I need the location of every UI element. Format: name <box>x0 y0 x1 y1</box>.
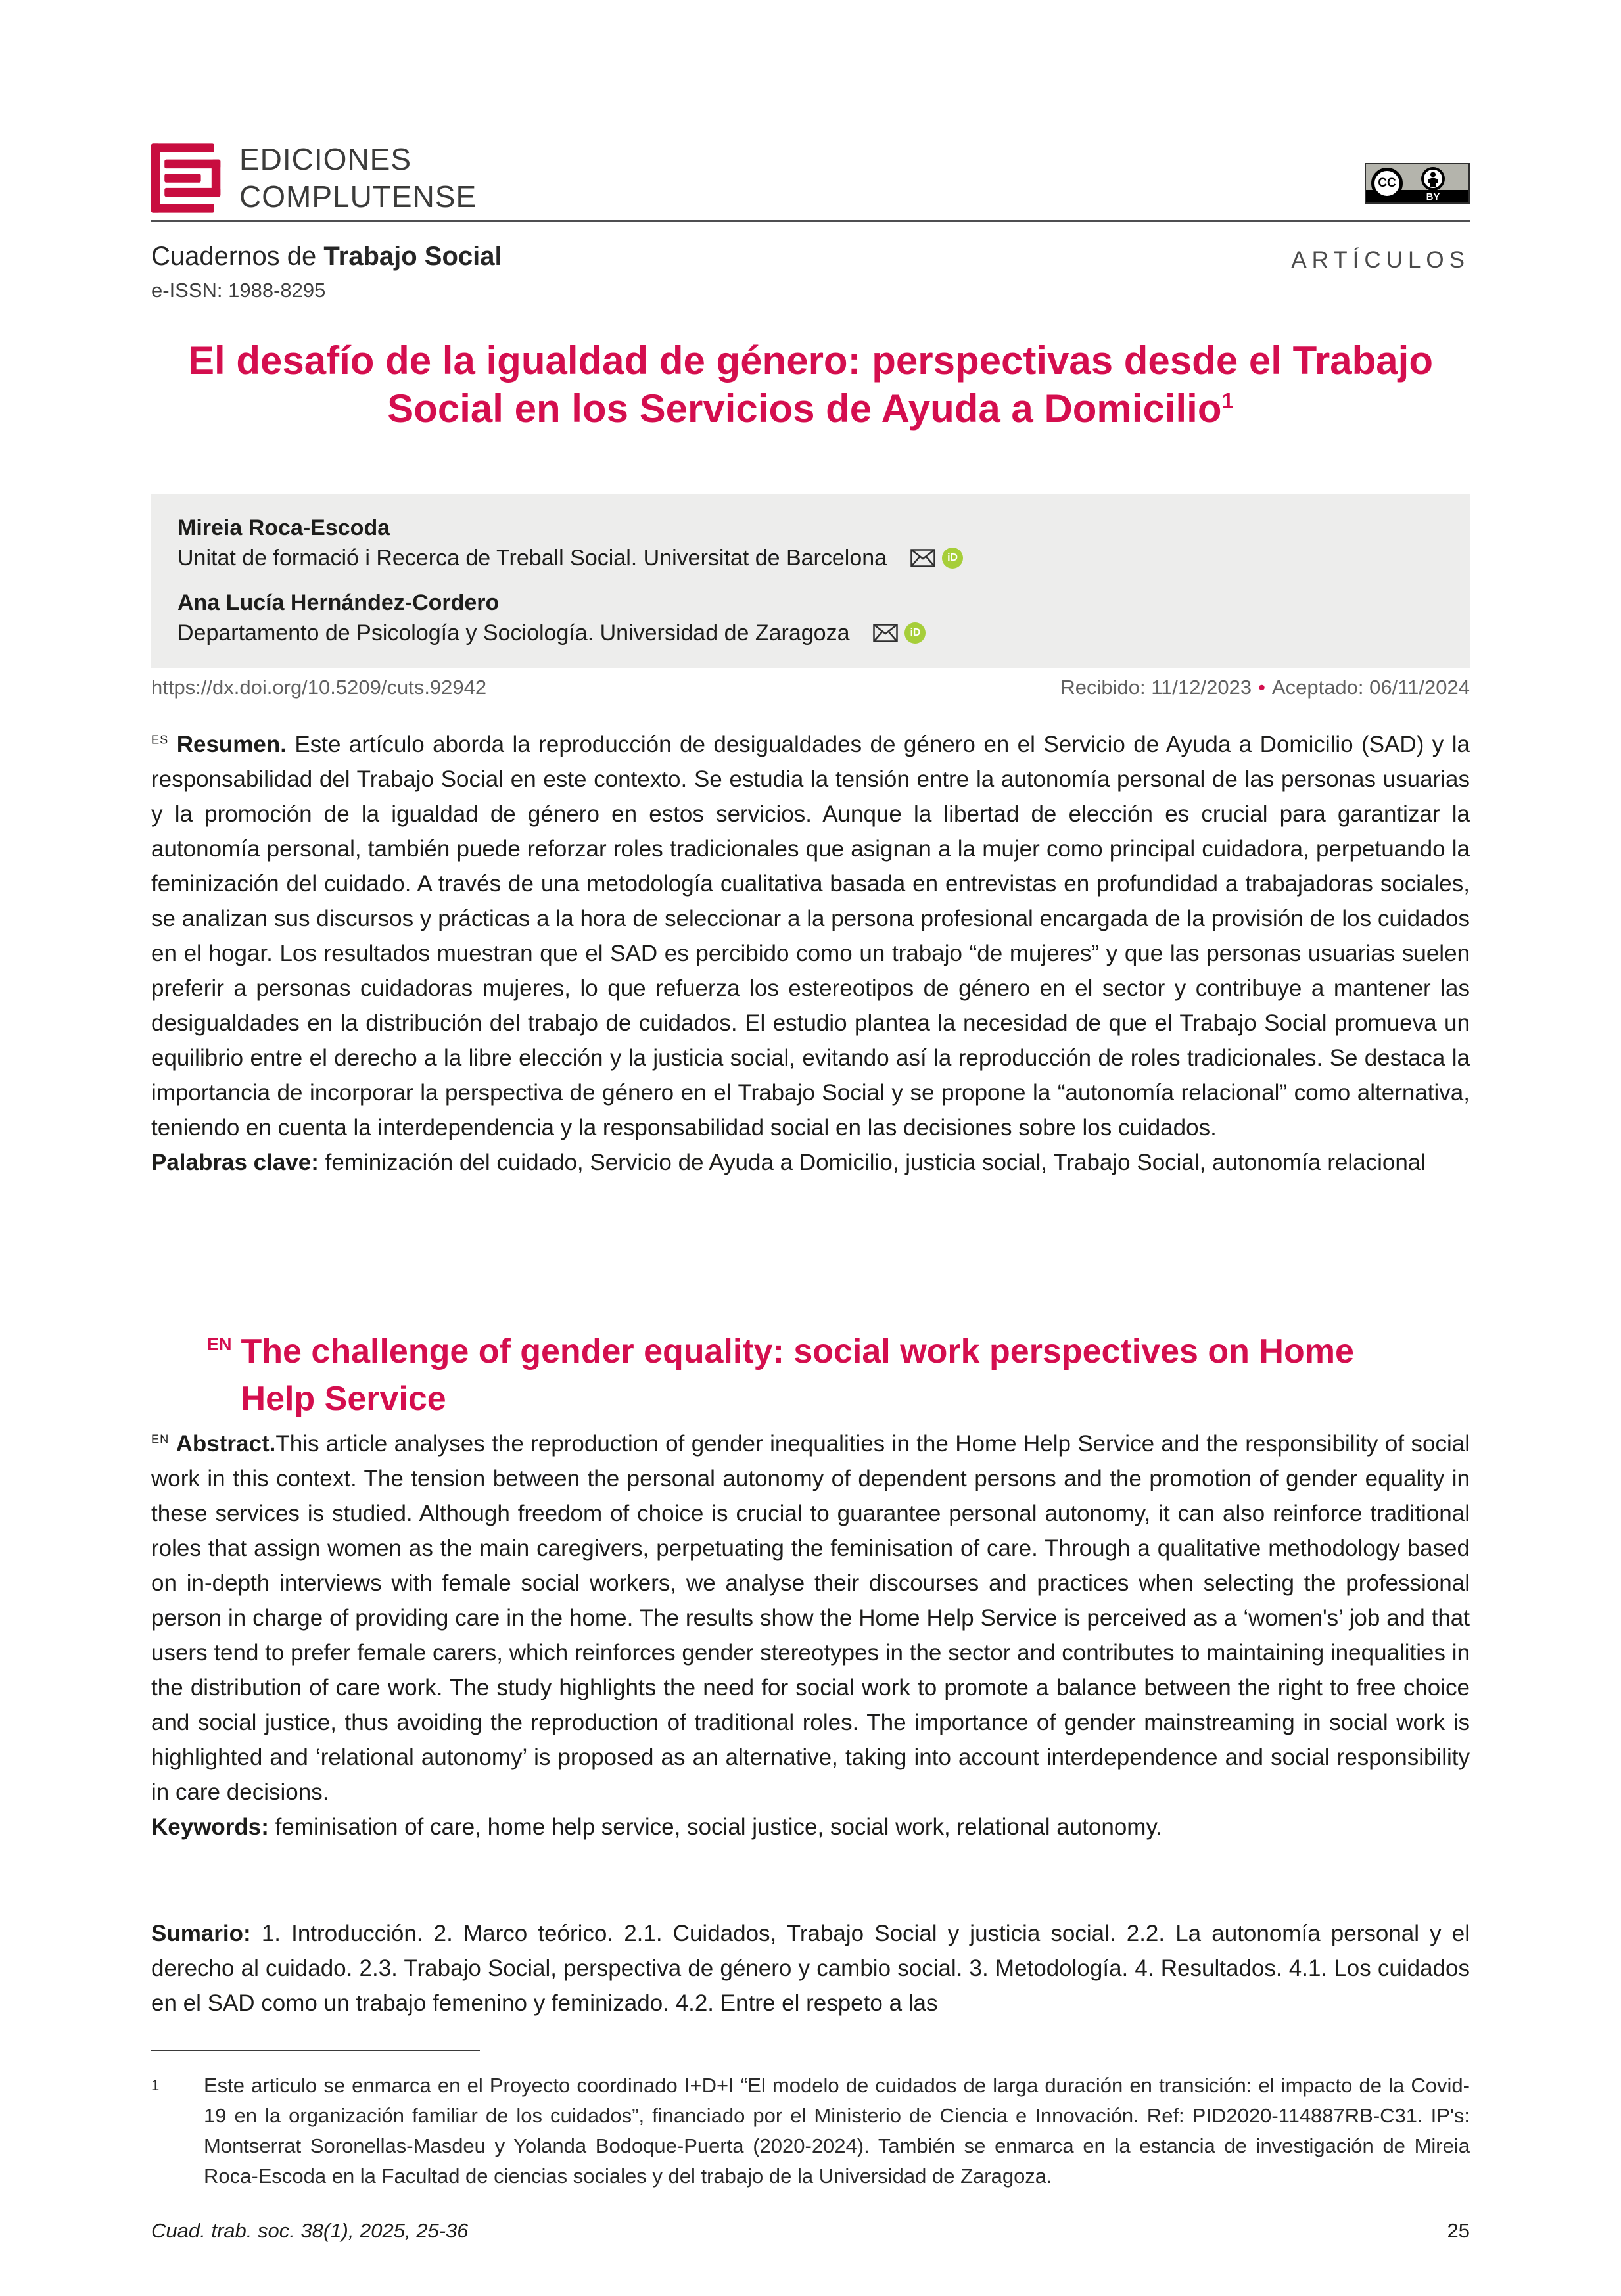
lang-tag-en: EN <box>151 1432 170 1446</box>
lang-tag-es: ES <box>151 733 169 747</box>
journal-issn: e-ISSN: 1988-8295 <box>151 279 326 302</box>
cc-person-icon <box>1421 167 1445 191</box>
author-affiliation: Departamento de Psicología y Sociología. Universidad de Zaragoza <box>177 621 850 645</box>
article-title-text: El desafío de la igualdad de género: perspectivas desde el Trabajo Social en los Servicios de Ayuda a Domicilio <box>188 339 1433 431</box>
footnote-divider <box>151 2050 480 2051</box>
accepted-date: Aceptado: 06/11/2024 <box>1271 676 1470 699</box>
footnote-text: Este articulo se enmarca en el Proyecto coordinado I+D+I “El modelo de cuidados de larga duración en transición: el impacto de la Covid-19 en la organización familiar de los cuidados”, financiado por el Ministerio de Ciencia e Innovación. Ref: PID2020-114887RB-C31. IP's: Montserrat Soronellas-Masdeu y Yolanda Bodoque-Puerta (2020-2024). También se enmarca en la estancia de investigación de Mireia Roca-Escoda en la Facultad de ciencias sociales y del trabajo de la Universidad de Zaragoza. <box>204 2074 1470 2188</box>
orcid-icon[interactable]: iD <box>942 548 963 569</box>
author-entry <box>177 588 1444 648</box>
cc-by-label: BY <box>1426 191 1440 202</box>
lang-tag-en-title: EN <box>207 1334 232 1354</box>
summary-label: Sumario: <box>151 1921 251 1946</box>
section-label: ARTÍCULOS <box>1291 247 1470 273</box>
footer-citation: Cuad. trab. soc. 38(1), 2025, 25-36 <box>151 2219 469 2242</box>
article-title-en: The challenge of gender equality: social work perspectives on Home Help Service <box>241 1332 1354 1418</box>
cc-icon <box>1371 168 1403 199</box>
keywords-es-label: Palabras clave: <box>151 1150 319 1175</box>
title-footnote-ref[interactable]: 1 <box>1221 388 1234 413</box>
abstract-en-label: Abstract. <box>176 1431 276 1457</box>
journal-row <box>151 241 1470 304</box>
keywords-en-label: Keywords: <box>151 1814 269 1840</box>
keywords-en-text: feminisation of care, home help service, social justice, social work, relational autonomy. <box>275 1814 1163 1840</box>
article-title-en-row <box>207 1328 1424 1422</box>
abstract-en-text: This article analyses the reproduction of gender inequalities in the Home Help Service and the responsibility of social work in this context. The tension between the personal autonomy of dependent persons and the promotion of gender equality in these services is studied. Although freedom of choice is crucial to guarantee personal autonomy, it can also reinforce traditional roles that assign women as the main caregivers, perpetuating the feminisation of care. Through a qualitative methodology based on in-depth interviews with female social workers, we analyse their discourses and practices when selecting the professional person in charge of providing care in the home. The results show the Home Help Service is perceived as a ‘women's’ job and that users tend to prefer female carers, which reinforces gender stereotypes in the sector and contributes to maintaining inequalities in the distribution of care work. The study highlights the need for social work to promote a balance between the right to free choice and social justice, thus avoiding the reproduction of traditional roles. The importance of gender mainstreaming in social work is highlighted and ‘relational autonomy’ is proposed as an alternative, taking into account interdependence and social responsibility in care decisions. <box>151 1431 1470 1805</box>
author-affiliation: Unitat de formació i Recerca de Treball Social. Universitat de Barcelona <box>177 546 887 571</box>
author-name: Mireia Roca-Escoda <box>177 515 390 540</box>
keywords-es-text: feminización del cuidado, Servicio de Ayuda a Domicilio, justicia social, Trabajo Social, autonomía relacional <box>325 1150 1426 1175</box>
summary-block <box>151 1916 1470 2021</box>
doi-link[interactable]: https://dx.doi.org/10.5209/cuts.92942 <box>151 676 487 699</box>
footnote <box>151 2071 1470 2191</box>
orcid-icon[interactable]: iD <box>904 622 926 644</box>
publisher-line1: EDICIONES <box>239 142 412 176</box>
doi-row <box>151 676 1470 699</box>
journal-name: Trabajo Social <box>323 242 502 271</box>
abstract-es <box>151 727 1470 1145</box>
summary <box>151 1916 1470 2021</box>
dates <box>1060 676 1470 699</box>
abstract-en <box>151 1426 1470 1810</box>
journal-title <box>151 241 502 272</box>
journal-prefix: Cuadernos de <box>151 242 324 271</box>
abstract-es-block <box>151 727 1470 1180</box>
cc-label: CC <box>1378 176 1396 190</box>
article-title-es <box>151 337 1470 433</box>
publisher-header <box>151 139 477 217</box>
author-name: Ana Lucía Hernández-Cordero <box>177 590 500 615</box>
publisher-name <box>239 139 477 216</box>
page-number: 25 <box>1447 2219 1470 2242</box>
publisher-line2: COMPLUTENSE <box>239 179 477 214</box>
keywords-en <box>151 1810 1470 1844</box>
cc-by-license-badge[interactable] <box>1365 163 1470 204</box>
authors-box <box>151 494 1470 668</box>
ediciones-complutense-logo-icon <box>151 139 222 217</box>
author-entry <box>177 513 1444 573</box>
footnote-ref: 1 <box>151 2077 160 2094</box>
dates-separator-dot: • <box>1258 676 1265 699</box>
envelope-icon[interactable] <box>910 549 935 567</box>
received-date: Recibido: 11/12/2023 <box>1060 676 1252 699</box>
summary-text: 1. Introducción. 2. Marco teórico. 2.1. Cuidados, Trabajo Social y justicia social. 2.2. La autonomía personal y el derecho al cuidado. 2.3. Trabajo Social, perspectiva de género y cambio social. 3. Metodología. 4. Resultados. 4.1. Los cuidados en el SAD como un trabajo femenino y feminizado. 4.2. Entre el respeto a las <box>151 1921 1470 2016</box>
envelope-icon[interactable] <box>873 624 898 642</box>
abstract-en-block <box>151 1426 1470 1844</box>
keywords-es <box>151 1145 1470 1180</box>
abstract-es-text: Este artículo aborda la reproducción de desigualdades de género en el Servicio de Ayuda a Domicilio (SAD) y la responsabilidad del Trabajo Social en este contexto. Se estudia la tensión entre la autonomía personal de las personas usuarias y la promoción de la igualdad de género en estos servicios. Aunque la libertad de elección es crucial para garantizar la autonomía personal, también puede reforzar roles tradicionales que asignan a la mujer como principal cuidadora, perpetuando la feminización del cuidado. A través de una metodología cualitativa basada en entrevistas en profundidad a trabajadoras sociales, se analizan sus discursos y prácticas a la hora de seleccionar a la persona profesional encargada de la provisión de los cuidados en el hogar. Los resultados muestran que el SAD es percibido como un trabajo “de mujeres” y que las personas usuarias suelen preferir a personas cuidadoras mujeres, lo que refuerza los estereotipos de género en el sector y contribuye a mantener las desigualdades en la distribución del trabajo de cuidados. El estudio plantea la necesidad de que el Trabajo Social promueva un equilibrio entre el derecho a la libre elección y la justicia social, evitando así la reproducción de roles tradicionales. Se destaca la importancia de incorporar la perspectiva de género en el Trabajo Social y se propone la “autonomía relacional” como alternativa, teniendo en cuenta la interdependencia y la responsabilidad social en las decisiones sobre los cuidados. <box>151 732 1470 1140</box>
page-footer <box>151 2219 1470 2243</box>
header-divider <box>151 220 1470 222</box>
abstract-es-label: Resumen. <box>176 732 287 757</box>
